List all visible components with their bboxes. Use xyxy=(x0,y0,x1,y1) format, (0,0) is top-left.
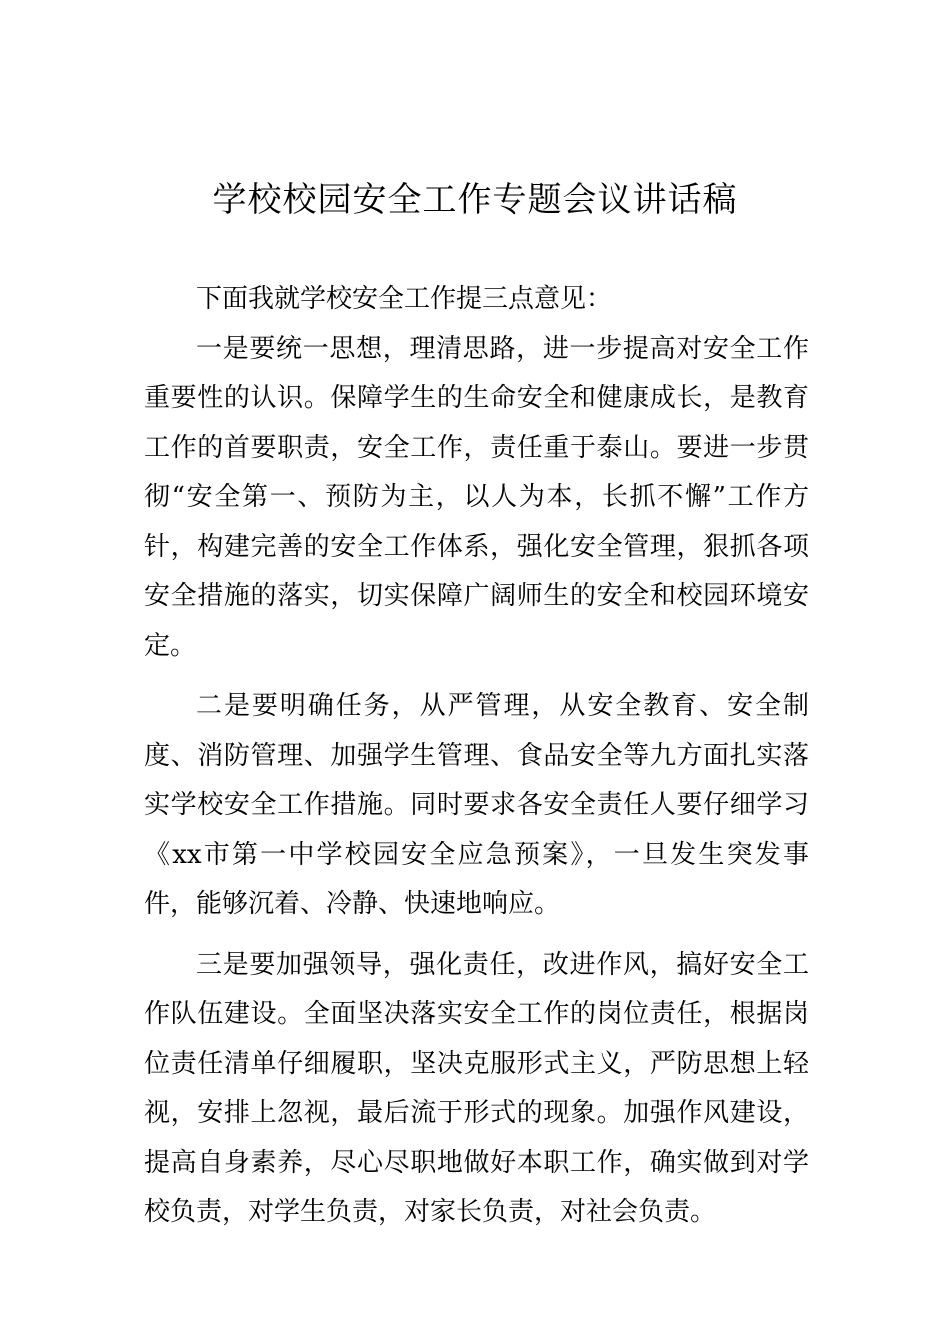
document-body xyxy=(144,275,809,1238)
paragraph-point-three: 三是要加强领导，强化责任，改进作风，搞好安全工作队伍建设。全面坚决落实安全工作的岗位责任，根据岗位责任清单仔细履职，坚决克服形式主义，严防思想上轻视，安排上忽视，最后流于形式的现象。加强作风建设，提高自身素养，尽心尽职地做好本职工作，确实做到对学校负责，对学生负责，对家长负责，对社会负责。 xyxy=(144,949,809,1227)
paragraph-intro: 下面我就学校安全工作提三点意见： xyxy=(196,284,613,314)
paragraph-point-two: 二是要明确任务，从严管理，从安全教育、安全制度、消防管理、加强学生管理、食品安全等九方面扎实落实学校安全工作措施。同时要求各安全责任人要仔细学习《xx市第一中学校园安全应急预案》，一旦发生突发事件，能够沉着、冷静、快速地响应。 xyxy=(144,691,809,919)
document-title: 学校校园安全工作专题会议讲话稿 xyxy=(212,180,738,220)
paragraph-point-one: 一是要统一思想，理清思路，进一步提高对安全工作重要性的认识。保障学生的生命安全和健康成长，是教育工作的首要职责，安全工作，责任重于泰山。要进一步贯彻“安全第一、预防为主，以人为本，长抓不懈”工作方针，构建完善的安全工作体系，强化安全管理，狠抓各项安全措施的落实，切实保障广阔师生的安全和校园环境安定。 xyxy=(144,333,809,661)
